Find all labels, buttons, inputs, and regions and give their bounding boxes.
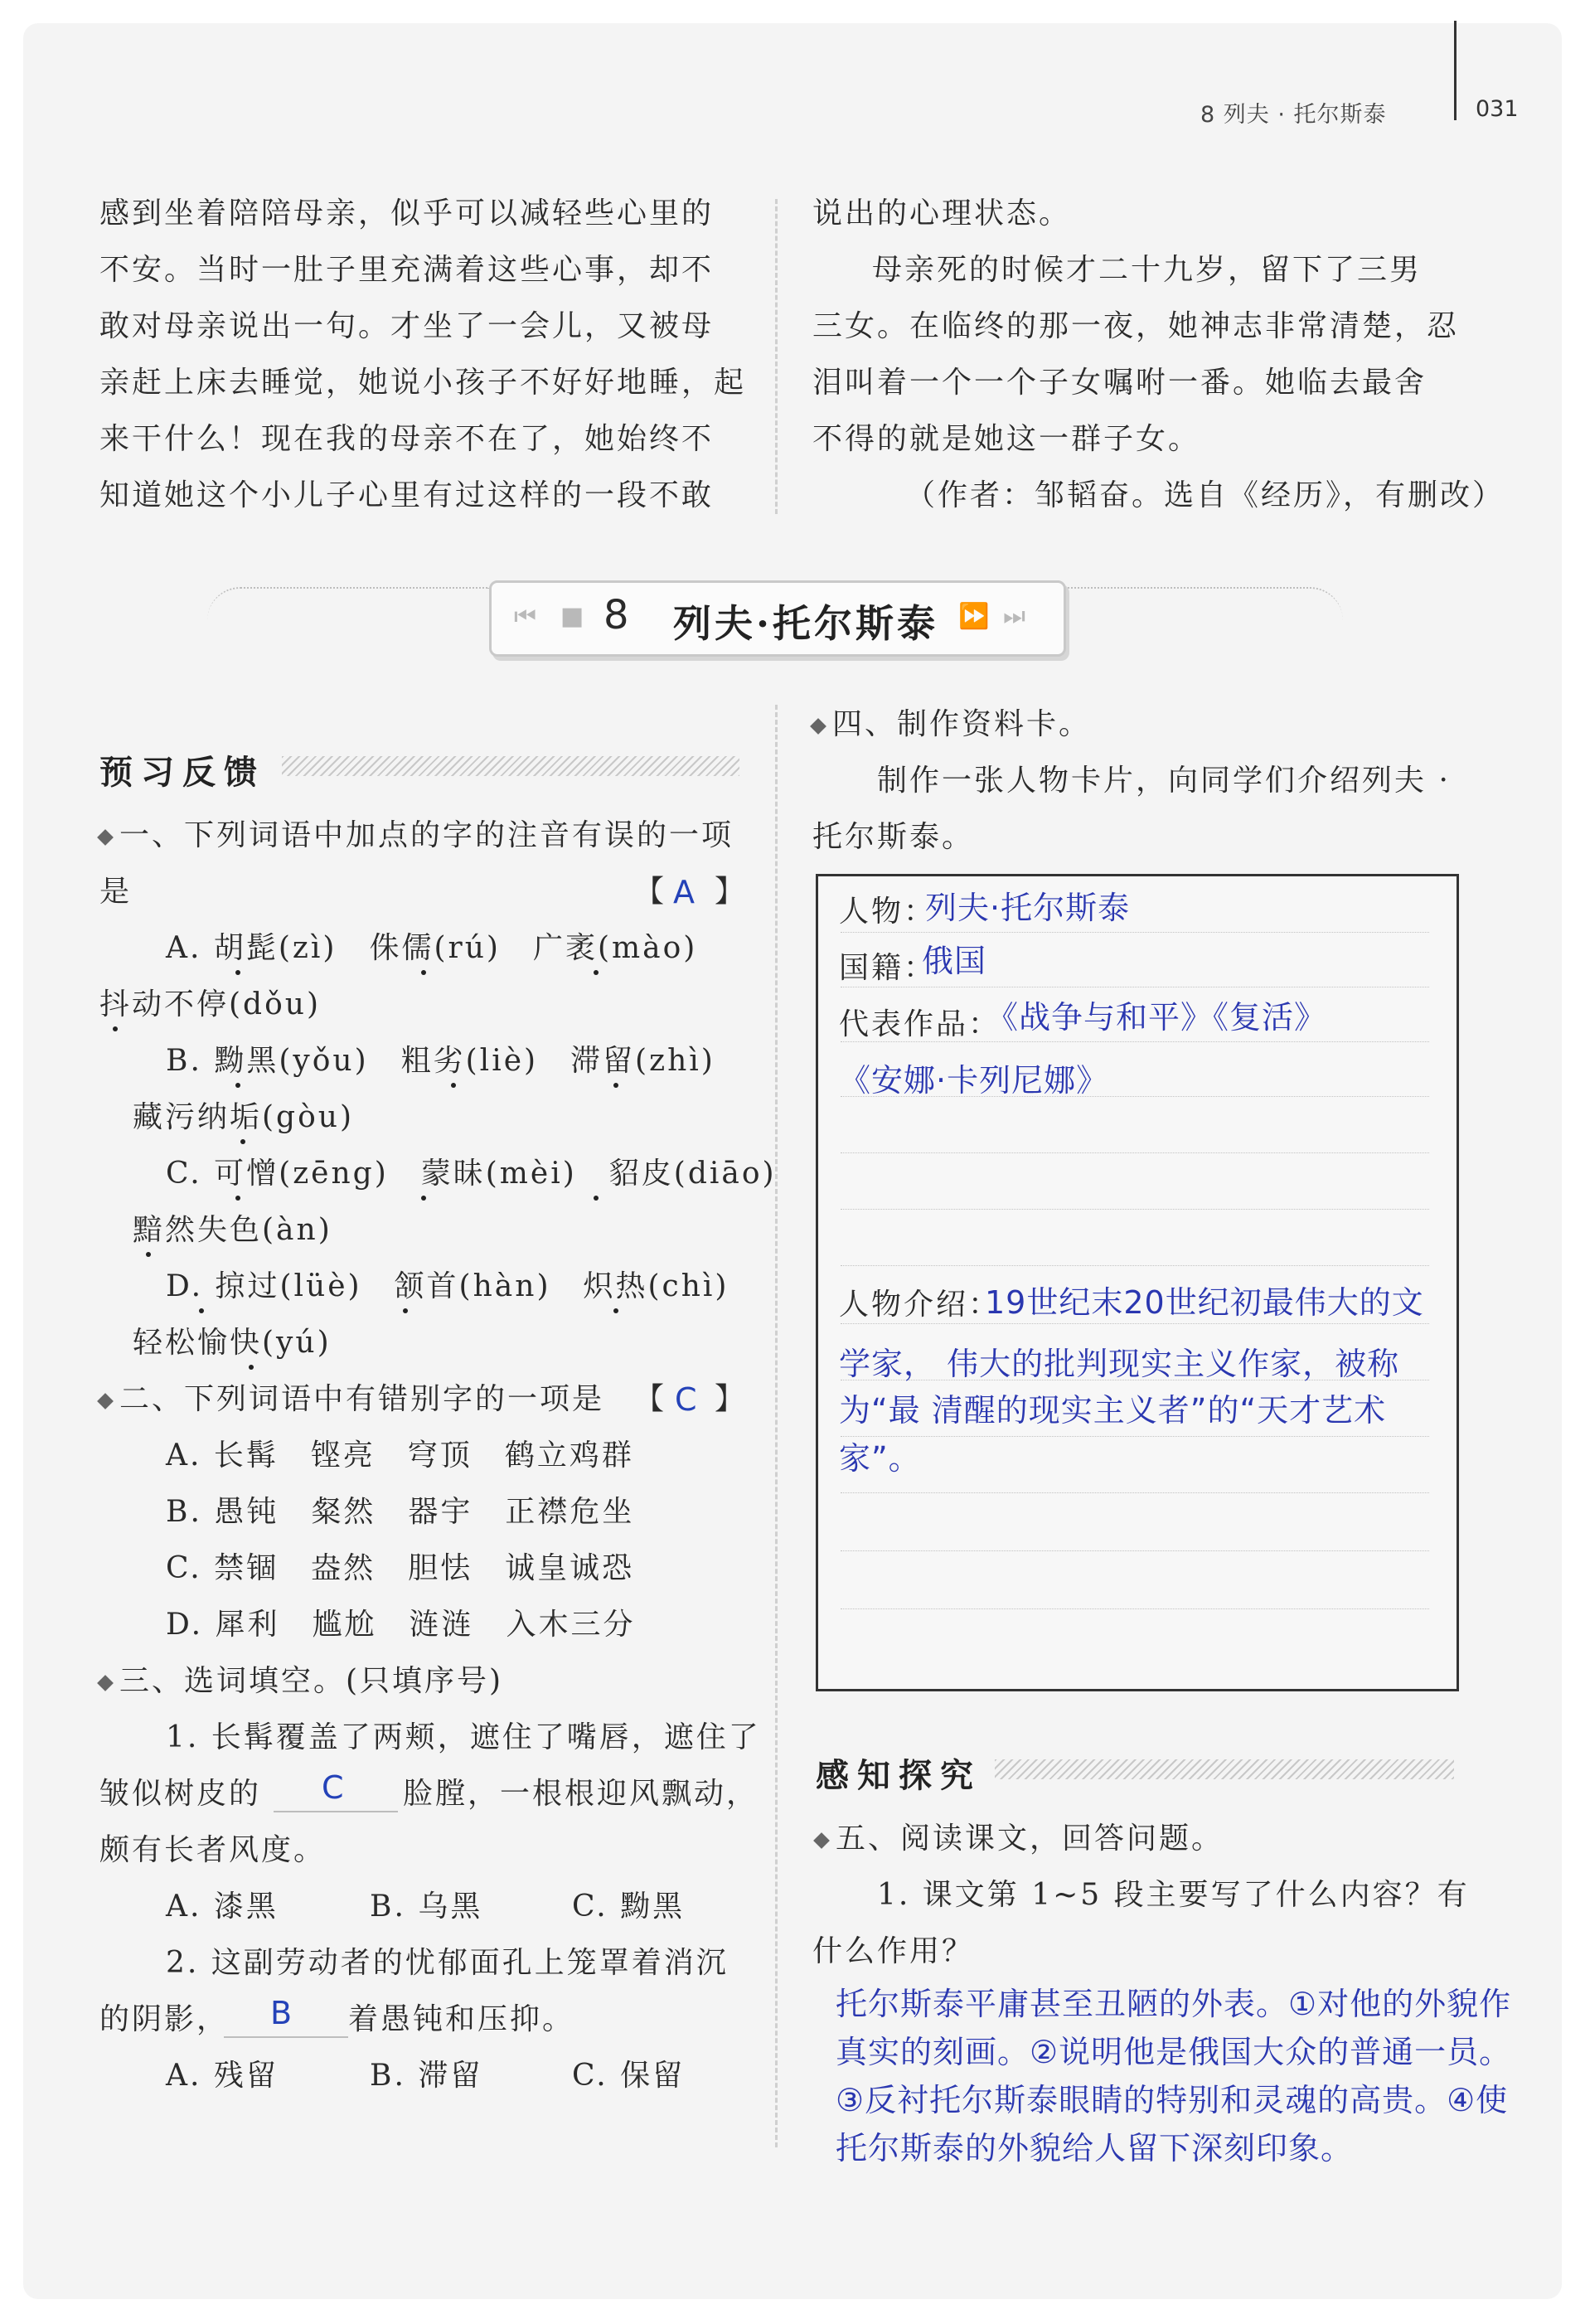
emphasis-dot <box>199 1308 204 1313</box>
sentence-line: 颇有长者风度。 <box>99 1833 327 1867</box>
option-line: D. 犀利 尴尬 涟涟 入木三分 <box>166 1608 636 1642</box>
question-4-desc: 托尔斯泰。 <box>812 820 975 854</box>
source-note: （作者：邹韬奋。选自《经历》，有删改） <box>905 478 1505 512</box>
option-c: C. 黝黑 <box>572 1890 686 1924</box>
ruled-line <box>841 1265 1429 1266</box>
answer-line: 真实的刻画。②说明他是俄国大众的普通一员。 <box>836 2034 1512 2070</box>
card-intro-text: 19世纪末20世纪初最伟大的文 <box>985 1284 1424 1321</box>
emphasis-dot <box>235 1083 240 1088</box>
reading-line: 亲赶上床去睡觉，她说小孩子不好好地睡，起 <box>99 366 747 400</box>
rewind-icon: ⏮ <box>514 602 536 631</box>
card-person-label: 人物： <box>839 895 937 929</box>
ruled-line <box>841 1041 1429 1042</box>
card-intro-text: 家”。 <box>839 1440 921 1477</box>
ruled-line <box>841 1550 1429 1551</box>
answer-bracket-close: 】 <box>715 1382 748 1416</box>
diamond-bullet-icon <box>810 718 826 735</box>
ruled-line <box>841 1492 1429 1493</box>
question-3-stem: 三、选词填空。(只填序号) <box>99 1667 503 1696</box>
question-2-stem: 二、下列词语中有错别字的一项是 <box>99 1385 604 1414</box>
option-b: B. 乌黑 <box>370 1890 483 1924</box>
header-divider <box>1454 21 1457 120</box>
heading-hatch <box>282 756 739 776</box>
reading-line: 敢对母亲说出一句。才坐了一会儿，又被母 <box>99 309 715 343</box>
reading-line: 不安。当时一肚子里充满着这些心事，却不 <box>99 253 715 287</box>
fast-forward-icon: ⏩ <box>958 602 990 631</box>
reading-line: 说出的心理状态。 <box>812 196 1072 230</box>
ruled-line <box>841 1209 1429 1210</box>
answer-bracket-open: 【 <box>634 1382 667 1416</box>
ruled-line <box>841 1152 1429 1153</box>
option-line: C. 可憎(zēng) 蒙昧(mèi) 貂皮(diāo) <box>166 1157 777 1191</box>
sentence-line: 1. 长髯覆盖了两颊，遮住了嘴唇，遮住了 <box>166 1720 761 1754</box>
sentence-line: 2. 这副劳动者的忧郁面孔上笼罩着消沉 <box>166 1946 729 1980</box>
reading-line: 知道她这个小儿子心里有过这样的一段不敢 <box>99 478 715 512</box>
emphasis-dot <box>403 1308 408 1313</box>
answer-line: 托尔斯泰平庸甚至丑陋的外表。①对他的外貌作 <box>836 1986 1512 2022</box>
option-line: B. 黝黑(yǒu) 粗劣(liè) 滞留(zhì) <box>166 1044 715 1078</box>
reading-line: 感到坐着陪陪母亲，似乎可以减轻些心里的 <box>99 196 715 230</box>
option-c: C. 保留 <box>572 2059 686 2093</box>
card-intro-text: 为“最 清醒的现实主义者”的“天才艺术 <box>839 1392 1387 1429</box>
sentence-line: 皱似树皮的 <box>99 1777 262 1811</box>
emphasis-dot <box>451 1083 456 1088</box>
option-line: D. 掠过(lüè) 颔首(hàn) 炽热(chì) <box>166 1269 729 1303</box>
sentence-line: 脸膛，一根根迎风飘动， <box>403 1777 759 1811</box>
card-works-value: 《安娜·卡列尼娜》 <box>839 1062 1109 1099</box>
card-nation-value: 俄国 <box>922 943 987 979</box>
reading-line: 泪叫着一个一个子女嘱咐一番。她临去最舍 <box>812 366 1427 400</box>
emphasis-dot <box>613 1308 618 1313</box>
question-4-stem: 四、制作资料卡。 <box>812 710 1091 740</box>
emphasis-dot <box>594 970 599 975</box>
banner-ornament <box>1061 587 1343 622</box>
option-line: A. 胡髭(zì) 侏儒(rú) 广袤(mào) <box>166 931 698 965</box>
reading-line: 母亲死的时候才二十九岁，留下了三男 <box>872 253 1423 287</box>
emphasis-dot <box>613 1083 618 1088</box>
option-line: 抖动不停(dǒu) <box>99 987 321 1021</box>
question-4-desc: 制作一张人物卡片，向同学们介绍列夫 · <box>877 764 1451 798</box>
column-divider <box>775 705 778 2147</box>
emphasis-dot <box>421 1196 426 1201</box>
answer-bracket-close: 】 <box>715 875 748 909</box>
emphasis-dot <box>240 1139 245 1144</box>
option-a: A. 漆黑 <box>166 1890 279 1924</box>
question-5-stem: 五、阅读课文，回答问题。 <box>816 1824 1224 1854</box>
answer-line: 托尔斯泰的外貌给人留下深刻印象。 <box>836 2130 1354 2166</box>
emphasis-dot <box>421 970 426 975</box>
reading-line: 来干什么！现在我的母亲不在了，她始终不 <box>99 422 715 456</box>
answer-line: ③反衬托尔斯泰眼睛的特别和灵魂的高贵。④使 <box>836 2082 1509 2118</box>
sentence-line: 着愚钝和压抑。 <box>348 2002 575 2036</box>
diamond-bullet-icon <box>97 829 114 846</box>
diamond-bullet-icon <box>97 1393 114 1409</box>
ruled-line <box>841 1608 1429 1609</box>
page-number: 031 <box>1476 96 1519 122</box>
reading-line: 三女。在临终的那一夜，她神志非常清楚，忍 <box>812 309 1460 343</box>
question-5-1: 什么作用？ <box>812 1934 975 1968</box>
column-divider <box>775 199 778 514</box>
option-b: B. 滞留 <box>370 2059 483 2093</box>
lesson-number: 8 <box>603 592 629 638</box>
option-line: 黯然失色(àn) <box>133 1213 332 1247</box>
section-heading-explore: 感知探究 <box>816 1757 982 1795</box>
emphasis-dot <box>235 1196 240 1201</box>
sentence-line: 的阴影， <box>99 2002 230 2036</box>
diamond-bullet-icon <box>813 1832 830 1849</box>
section-heading-preview: 预习反馈 <box>99 754 265 792</box>
question-5-1: 1. 课文第 1~5 段主要写了什么内容？有 <box>877 1878 1470 1912</box>
ruled-line <box>841 1323 1429 1324</box>
card-intro-text: 学家， 伟大的批判现实主义作家，被称 <box>839 1346 1400 1382</box>
heading-hatch <box>995 1759 1454 1779</box>
emphasis-dot <box>113 1026 118 1031</box>
card-nation-label: 国籍： <box>839 951 937 985</box>
blank-line <box>274 1811 398 1812</box>
question-1-stem-end: 是 <box>99 875 133 909</box>
question-2-answer: C <box>675 1381 697 1418</box>
reading-line: 不得的就是她这一群子女。 <box>812 422 1201 456</box>
stop-icon: ■ <box>560 602 584 631</box>
ruled-line <box>841 932 1429 933</box>
answer-bracket-open: 【 <box>634 875 667 909</box>
option-line: A. 长髯 铿亮 穹顶 鹤立鸡群 <box>166 1439 634 1473</box>
card-works-label: 代表作品： <box>839 1007 1001 1041</box>
option-line: C. 禁锢 盎然 胆怯 诚皇诚恐 <box>166 1551 635 1585</box>
card-person-value: 列夫·托尔斯泰 <box>925 890 1131 926</box>
option-line: B. 愚钝 粲然 器宇 正襟危坐 <box>166 1495 635 1529</box>
lesson-title: 列夫·托尔斯泰 <box>673 601 939 646</box>
blank-1-answer: C <box>322 1769 344 1806</box>
emphasis-dot <box>146 1252 151 1257</box>
option-line: 轻松愉快(yú) <box>133 1326 332 1360</box>
emphasis-dot <box>235 970 240 975</box>
question-1-answer: A <box>673 874 695 910</box>
blank-line <box>224 2036 348 2038</box>
option-line: 藏污纳垢(gòu) <box>133 1100 354 1134</box>
skip-end-icon: ⏭ <box>1003 602 1025 631</box>
question-1-stem: 一、下列词语中加点的字的注音有误的一项 <box>99 821 734 851</box>
ruled-line <box>841 1436 1429 1437</box>
blank-2-answer: B <box>270 1995 293 2031</box>
emphasis-dot <box>249 1365 254 1370</box>
emphasis-dot <box>594 1196 599 1201</box>
diamond-bullet-icon <box>97 1675 114 1691</box>
option-a: A. 残留 <box>166 2059 279 2093</box>
card-works-value: 《战争与和平》《复活》 <box>986 999 1327 1036</box>
card-intro-label: 人物介绍： <box>839 1288 1001 1322</box>
banner-ornament <box>207 587 489 622</box>
running-header: 8 列夫 · 托尔斯泰 <box>1200 102 1387 128</box>
